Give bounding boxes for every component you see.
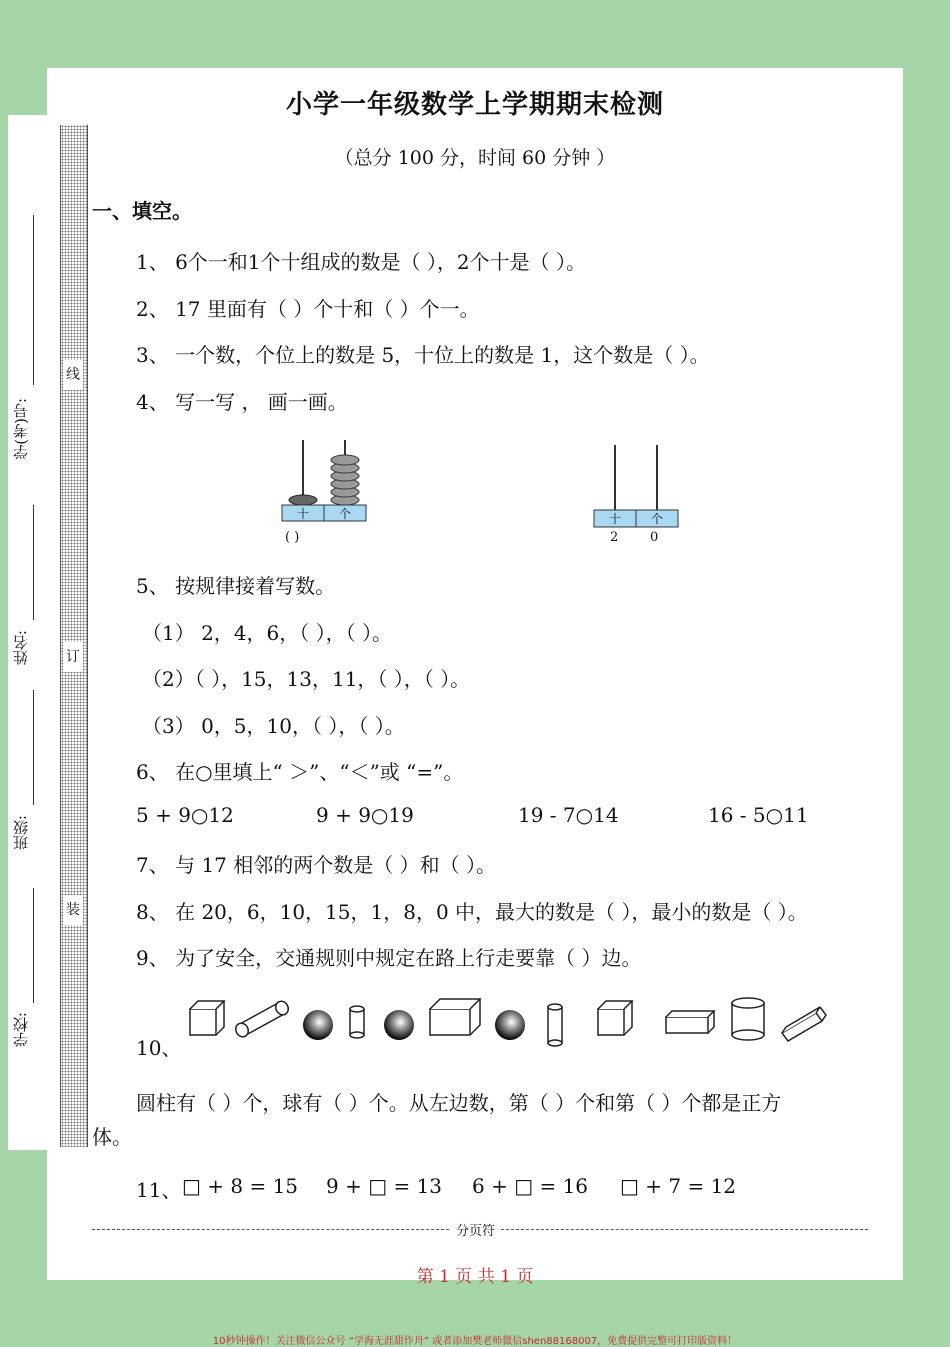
question-3: 3、 一个数，个位上的数是 5，十位上的数是 1，这个数是（ ）。 — [136, 343, 710, 367]
bottom-note: 10秒钟操作！关注微信公众号 “学海无涯甜作舟” 或者添加樊老师微信shen88168007，免费提供完整可打印版资料！ — [212, 1336, 738, 1347]
binding-zhuang-label: 装 — [63, 895, 83, 925]
sphere-shape — [384, 1010, 414, 1040]
sphere-shape — [303, 1010, 333, 1040]
page-number: 第 1 页 共 1 页 — [416, 1267, 534, 1287]
abacus-2-tens-label: 十 — [609, 512, 622, 526]
cube-shape — [598, 1001, 632, 1035]
question-10-label: 10、 — [136, 1036, 182, 1060]
cylinder-shape — [548, 1004, 562, 1046]
question-6: 6、 在○里填上“ ＞”、“＜”或 “=”。 — [136, 760, 464, 784]
abacus-1-tens-label: 十 — [297, 507, 310, 521]
abacus-2-ones-label: 个 — [651, 512, 664, 526]
student-no-label: 学(考)号: — [12, 398, 30, 460]
cuboid-shape — [782, 1007, 826, 1041]
name-line — [33, 505, 34, 620]
question-4: 4、 写一写 ， 画一画。 — [136, 390, 348, 414]
question-5-2: （2）（ ），15，13，11，（ ），（ ）。 — [142, 667, 471, 691]
binding-strip — [60, 125, 88, 1147]
question-5-3: （3） 0，5，10，（ ），（ ）。 — [142, 714, 405, 738]
compare-item: 5 + 9○12 — [136, 803, 234, 827]
question-10-text: 圆柱有（ ）个，球有（ ）个。从左边数，第（ ）个和第（ ）个都是正方 — [136, 1091, 782, 1115]
abacus-1-answer: ( ) — [285, 530, 300, 545]
question-9: 9、 为了安全，交通规则中规定在路上行走要靠（ ）边。 — [136, 946, 642, 970]
page-title: 小学一年级数学上学期期末检测 — [285, 90, 664, 120]
cylinder-shape — [732, 998, 764, 1040]
question-1: 1、 6个一和1个十组成的数是（ ），2个十是（ ）。 — [136, 250, 586, 274]
compare-item: 16 - 5○11 — [708, 803, 809, 827]
abacus-2-ones-digit: 0 — [650, 530, 659, 545]
equation-item: 6 + □ = 16 — [472, 1174, 589, 1198]
class-label: 班级: — [12, 815, 30, 851]
compare-item: 19 - 7○14 — [518, 803, 619, 827]
cuboid-shape — [666, 1011, 714, 1033]
abacus-1-ones-label: 个 — [339, 507, 352, 521]
abacus-2 — [592, 440, 682, 535]
compare-item: 9 + 9○19 — [316, 803, 414, 827]
cylinder-lying-shape — [233, 999, 290, 1039]
question-11-label: 11、 — [136, 1178, 182, 1202]
equation-item: □ + 8 = 15 — [182, 1174, 299, 1198]
cuboid-shape — [430, 999, 480, 1035]
section-heading: 一、填空。 — [92, 199, 192, 223]
page-break-label: 分页符 — [450, 1220, 501, 1239]
binding-ding-label: 订 — [63, 642, 83, 672]
cube-shape — [190, 1001, 224, 1035]
question-8: 8、 在 20，6，10，15，1，8，0 中，最大的数是（ ），最小的数是（ ）。 — [136, 900, 808, 924]
sphere-shape — [495, 1010, 525, 1040]
question-7: 7、 与 17 相邻的两个数是（ ）和（ ）。 — [136, 853, 496, 877]
shapes-row — [186, 995, 836, 1055]
name-label: 姓名: — [12, 630, 30, 666]
abacus-2-tens-digit: 2 — [610, 530, 619, 545]
question-10-text-cont: 体。 — [92, 1125, 132, 1149]
page-subtitle: （总分 100 分，时间 60 分钟 ） — [334, 147, 616, 169]
question-5-1: （1） 2，4，6，（ ），（ ）。 — [142, 621, 392, 645]
student-no-line — [33, 215, 34, 385]
binding-line-label: 线 — [63, 360, 83, 390]
question-5: 5、 按规律接着写数。 — [136, 574, 336, 598]
school-label: 学校: — [12, 1012, 30, 1048]
equation-item: 9 + □ = 13 — [326, 1174, 443, 1198]
question-2: 2、 17 里面有（ ）个十和（ ）个一。 — [136, 297, 480, 321]
class-line — [33, 690, 34, 805]
school-line — [33, 888, 34, 1003]
equation-item: □ + 7 = 12 — [620, 1174, 737, 1198]
cylinder-shape — [350, 1006, 364, 1038]
